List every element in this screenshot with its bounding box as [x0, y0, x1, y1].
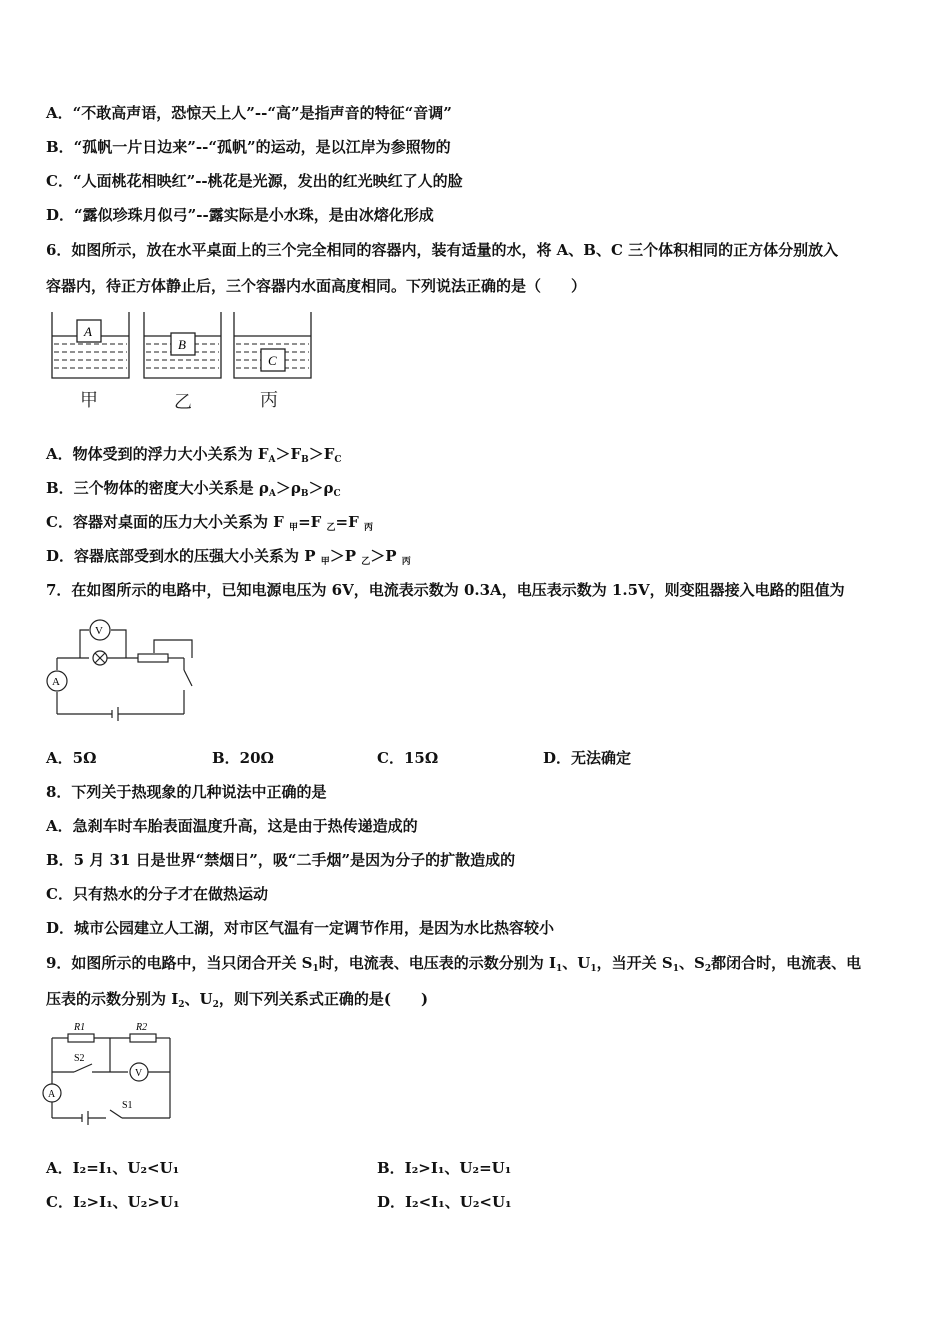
container-jia [52, 312, 129, 378]
container-bing [234, 312, 311, 378]
r2-label: R2 [136, 1022, 148, 1033]
s2-label: S2 [74, 1053, 85, 1064]
q6-option-d: D．容器底部受到水的压强大小关系为 P $_甲$＞P $_乙$＞P $_丙$ [46, 547, 411, 567]
q6-option-b: B．三个物体的密度大小关系是 $\rho_A>\rho_B>\rho_C$ [46, 479, 341, 499]
r1-label: R1 [74, 1022, 86, 1033]
q5-option-d: D．“露似珍珠月似弓”--露实际是小水珠，是由冰熔化形成 [46, 206, 434, 224]
q6-option-c: C．容器对桌面的压力大小关系为 F $_甲$=F $_乙$=F $_丙$ [46, 513, 373, 533]
q8-option-b: B．5 月 31 日是世界“禁烟日”，吸“二手烟”是因为分子的扩散造成的 [46, 851, 516, 869]
q7-option-c: C．15Ω [377, 749, 439, 767]
q5-option-a: A．“不敢高声语，恐惊天上人”--“高”是指声音的特征“音调” [46, 104, 452, 122]
q9-option-a: A．I₂=I₁、U₂<U₁ [46, 1159, 180, 1177]
q9-option-c: C．I₂>I₁、U₂>U₁ [46, 1193, 180, 1211]
q5-option-c: C．“人面桃花相映红”--桃花是光源，发出的红光映红了人的脸 [46, 172, 463, 190]
q9-circuit-figure [42, 1016, 182, 1131]
q7-option-a: A．5Ω [46, 749, 97, 767]
caption-jia: 甲 [80, 390, 98, 411]
q6-stem-line2: 容器内，待正方体静止后，三个容器内水面高度相同。下列说法正确的是（ ） [46, 277, 587, 295]
q6-stem-line1: 6．如图所示，放在水平桌面上的三个完全相同的容器内，装有适量的水，将 A、B、C 三个体积相同的正方体分别放入 [46, 241, 839, 259]
cube-c-label: C [268, 353, 277, 368]
ammeter-label: A [52, 676, 60, 688]
q9-stem-line1: 9．如图所示的电路中，当只闭合开关 $S_1$时，电流表、电压表的示数分别为 $I_1$、$U_1$，当开关 $S_1$、$S_2$都闭合时，电流表、电 [46, 954, 862, 974]
q6-option-a: A．物体受到的浮力大小关系为 $F_A>F_B>F_C$ [46, 445, 342, 465]
caption-yi: 乙 [174, 392, 192, 413]
q8-option-a: A．急刹车时车胎表面温度升高，这是由于热传递造成的 [46, 817, 418, 835]
cube-b-label: B [178, 337, 186, 352]
q5-option-b: B．“孤帆一片日边来”--“孤帆”的运动，是以江岸为参照物的 [46, 138, 451, 156]
q7-option-b: B．20Ω [212, 749, 274, 767]
s1-label: S1 [122, 1100, 133, 1111]
voltmeter-label: V [135, 1068, 143, 1079]
ammeter-label: A [48, 1089, 56, 1100]
cube-a-label: A [84, 324, 92, 339]
q7-option-d: D．无法确定 [543, 749, 632, 767]
q7-circuit-figure [44, 610, 204, 725]
caption-bing: 丙 [260, 390, 278, 411]
q7-stem: 7．在如图所示的电路中，已知电源电压为 6V，电流表示数为 0.3A，电压表示数为 1.5V，则变阻器接入电路的阻值为 [46, 581, 845, 599]
q9-stem-line2: 压表的示数分别为 $I_2$、$U_2$，则下列关系式正确的是( ) [46, 990, 429, 1010]
q9-option-d: D．I₂<I₁、U₂<U₁ [377, 1193, 512, 1211]
q8-stem: 8．下列关于热现象的几种说法中正确的是 [46, 783, 327, 801]
voltmeter-label: V [95, 625, 103, 637]
q9-option-b: B．I₂>I₁、U₂=U₁ [377, 1159, 512, 1177]
q8-option-d: D．城市公园建立人工湖，对市区气温有一定调节作用，是因为水比热容较小 [46, 919, 555, 937]
q8-option-c: C．只有热水的分子才在做热运动 [46, 885, 268, 903]
